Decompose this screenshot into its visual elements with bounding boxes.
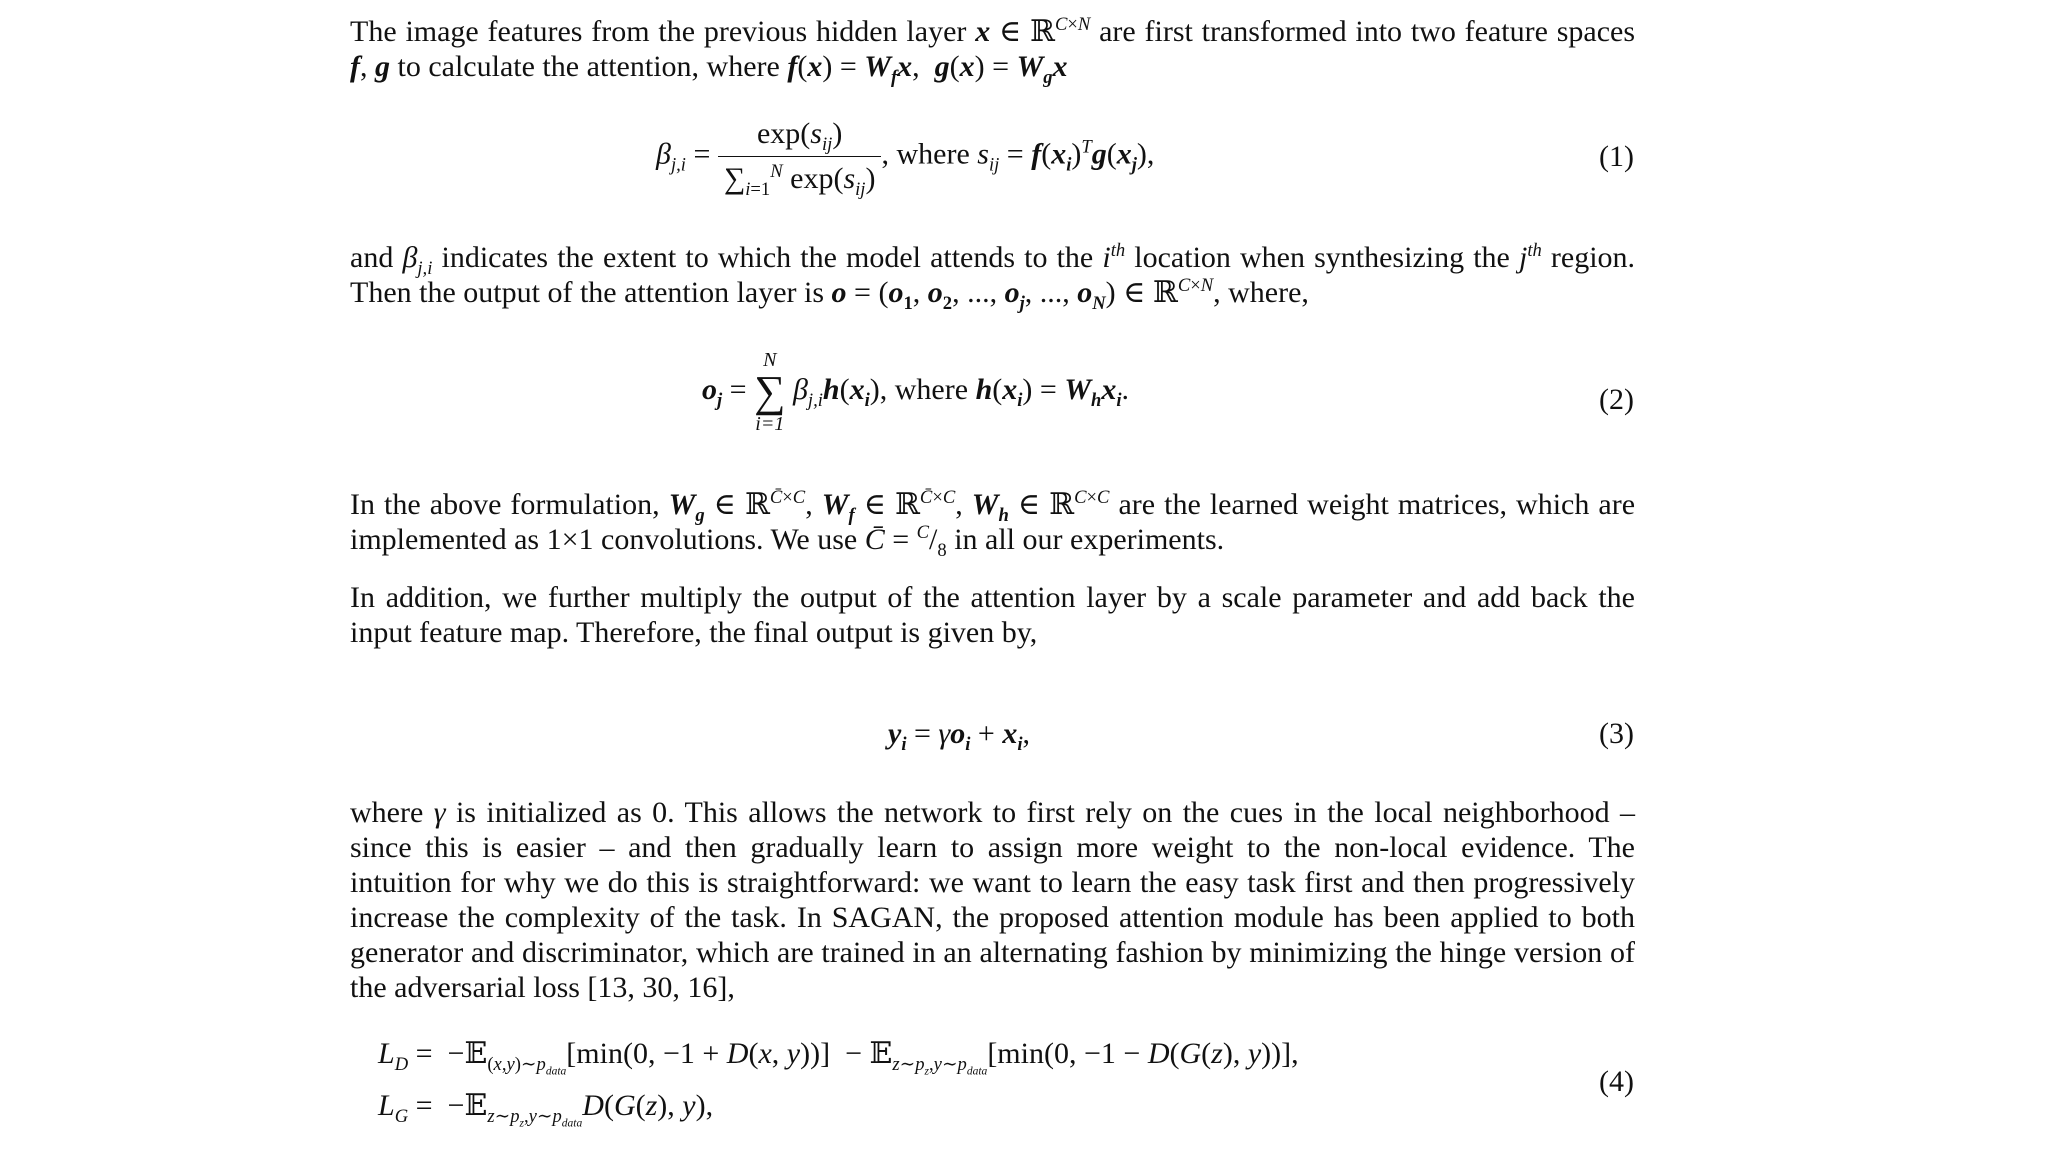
text-segment: to calculate the attention, where bbox=[397, 50, 780, 83]
summation: N ∑ i=1 bbox=[754, 349, 786, 435]
paragraph-feature-spaces: The image features from the previous hidden layer x ∈ ℝ$^{C\times N}$ are first transformed into two feature spaces f, g to calculate the attention, where $f(x) = W_fx$, $g(x) = W_gx$ bbox=[350, 14, 1636, 88]
equation-2: $o_j$ = N ∑ i=1 $\beta_{j,i}h(x_i)$, where $h(x_i) = W_hx_i$. bbox=[702, 349, 1130, 435]
text-segment: In addition, we further multiply the output of the attention layer by a scale parameter and add back the input feature map. Therefore, the final output is given by, bbox=[350, 581, 1635, 649]
text-segment: In the above formulation, bbox=[350, 488, 660, 521]
equation-4-discriminator-loss: $L_D$ = −𝔼$_{(x,y)\sim p_{data}}$[min(0, −1 + D(x, y))] − 𝔼$_{z\sim p_z,y\sim p_{data}}$[min(0, −1 − D(G(z), y))], bbox=[378, 1037, 1299, 1078]
text-segment: are first transformed into two feature spaces bbox=[1099, 15, 1636, 48]
text-segment: , where, bbox=[1213, 276, 1309, 309]
text-segment: where bbox=[350, 796, 424, 829]
text-segment: region. Then the output of the attention layer is bbox=[350, 241, 1636, 309]
paragraph-weight-matrices: In the above formulation, $W_g$ ∈ ℝ$^{C̄\times C}$, $W_f$ ∈ ℝ$^{C̄\times C}$, $W_h$ ∈ ℝ$^{C\times C}$ are the learned weight matrices, which are implemented as 1×1 convolutions. We use C̄ = $^C/_8$ in all our experiments. bbox=[350, 487, 1636, 561]
equation-text: , where bbox=[879, 372, 969, 406]
equation-number-4: (4) bbox=[1599, 1065, 1634, 1098]
text-segment: The image features from the previous hidden layer bbox=[350, 15, 967, 48]
paragraph-scale-parameter bbox=[350, 580, 1635, 650]
equation-text: , where bbox=[881, 137, 970, 171]
equation-1: $\beta_{j,i}$ = $\frac{\exp(s_{ij})}{\sum_{i=1}^N \exp(s_{ij})}$ , where $s_{ij} = f(x_i)^Tg(x_j)$, bbox=[656, 117, 1155, 200]
text-segment: location when synthesizing the bbox=[1134, 241, 1510, 274]
paragraph-sagan: where γ is initialized as 0. This allows the network to first rely on the cues in the local neighborhood – since this is easier – and then gradually learn to assign more weight to the non-local evidence. The intuition for why we do this is straightforward: we want to learn the easy task first and then progressively increase the complexity of the task. In SAGAN, the proposed attention module has been applied to both generator and discriminator, which are trained in an alternating fashion by minimizing the hinge version of the adversarial loss [13, 30, 16], bbox=[350, 796, 1636, 1004]
text-segment: and bbox=[350, 241, 394, 274]
text-segment: are the learned weight matrices, which are implemented as 1×1 convolutions. We use bbox=[350, 488, 1636, 556]
fraction: $\frac{\exp(s_{ij})}{\sum_{i=1}^N \exp(s_{ij})}$ bbox=[718, 116, 882, 197]
equation-3: $y_i = \gamma o_i + x_i$, bbox=[888, 717, 1031, 755]
equation-number-3: (3) bbox=[1599, 717, 1634, 750]
text-segment: in all our experiments. bbox=[954, 523, 1225, 556]
paragraph-attention-output: and $\beta_{j,i}$ indicates the extent to which the model attends to the $i^{th}$ location when synthesizing the $j^{th}$ region. Then the output of the attention layer is $o = (o_1$, $o_2$, ..., $o_j$, ..., $o_N$) ∈ ℝ$^{C\times N}$, where, bbox=[350, 240, 1636, 314]
text-segment: indicates the extent to which the model attends to the bbox=[441, 241, 1094, 274]
equation-number-1: (1) bbox=[1599, 140, 1634, 173]
equation-4-generator-loss: $L_G$ = −𝔼$_{z\sim p_z,y\sim p_{data}}$D(G(z), y), bbox=[378, 1089, 714, 1130]
text-segment: is initialized as 0. This allows the network to first rely on the cues in the local neighborhood – since this is easier – and then gradually learn to assign more weight to the non-local evidence. The intuition for why we do this is straightforward: we want to learn the easy task first and then progressively increase the complexity of the task. In SAGAN, the proposed attention module has been applied to both generator and discriminator, which are trained in an alternating fashion by minimizing the hinge version of the adversarial loss [13, 30, 16], bbox=[350, 796, 1636, 1004]
equation-number-2: (2) bbox=[1599, 383, 1634, 416]
